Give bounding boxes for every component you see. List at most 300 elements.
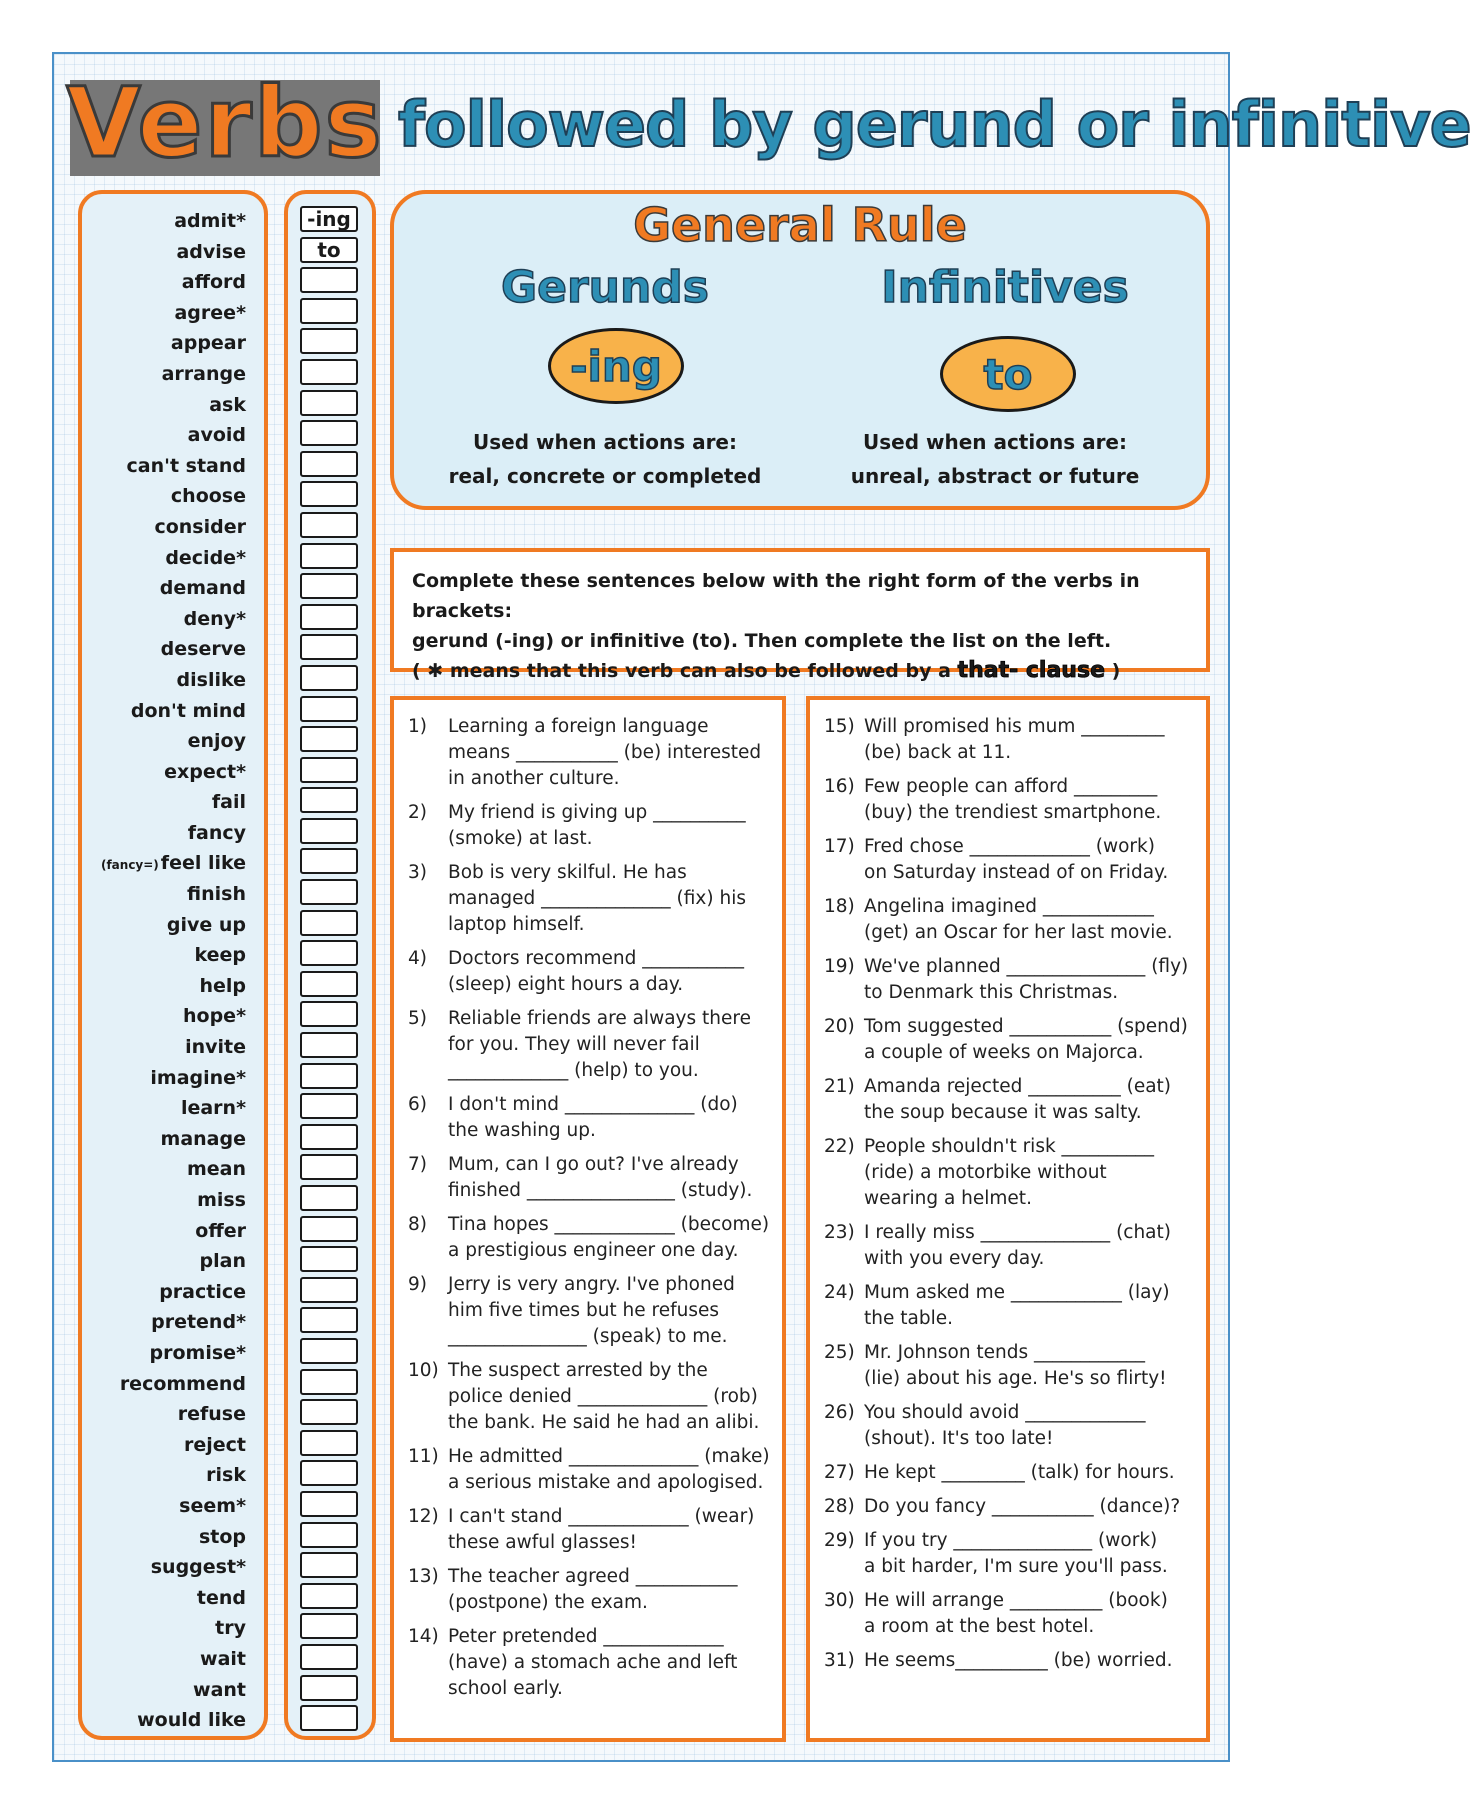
exercise-line: him five times but he refuses xyxy=(448,1300,720,1321)
verb-label: ask xyxy=(209,393,246,416)
answer-box[interactable] xyxy=(300,1277,358,1303)
exercise-line: a room at the best hotel. xyxy=(864,1616,1095,1637)
verb-item xyxy=(96,1246,246,1277)
answer-box[interactable] xyxy=(300,1307,358,1333)
verb-item xyxy=(96,267,246,298)
answer-box[interactable] xyxy=(300,390,358,416)
verb-item xyxy=(96,1154,246,1185)
verb-label: dislike xyxy=(176,668,246,691)
verb-label: arrange xyxy=(161,362,246,385)
verb-item xyxy=(96,1430,246,1461)
verb-label: suggest xyxy=(150,1556,237,1579)
title-verbs-block xyxy=(66,67,384,179)
exercise-item xyxy=(824,1340,1194,1392)
instructions-line3 xyxy=(412,656,1188,686)
answer-box[interactable] xyxy=(300,696,358,722)
answer-box[interactable] xyxy=(300,726,358,752)
verb-item xyxy=(96,1644,246,1675)
exercise-line: Mum, can I go out? I've already xyxy=(448,1154,739,1175)
answer-box[interactable] xyxy=(300,512,358,538)
title-main: Verbs xyxy=(66,67,384,179)
exercise-number: 30) xyxy=(824,1590,855,1611)
exercise-line: Mr. Johnson tends ____________ xyxy=(864,1342,1146,1363)
verb-label: afford xyxy=(181,271,246,294)
exercise-item xyxy=(824,1280,1194,1332)
answer-column xyxy=(300,206,358,1736)
exercise-number: 10) xyxy=(408,1360,439,1381)
answer-box[interactable] xyxy=(300,1552,358,1578)
infinitive-usage-line2: unreal, abstract or future xyxy=(850,464,1140,488)
exercise-line: _____________ (help) to you. xyxy=(448,1060,699,1081)
exercise-line: (ride) a motorbike without xyxy=(864,1162,1107,1183)
exercise-item xyxy=(824,1134,1194,1212)
exercise-item xyxy=(824,1460,1194,1486)
exercise-item xyxy=(408,1152,770,1204)
answer-box[interactable] xyxy=(300,879,358,905)
exercise-number: 9) xyxy=(408,1274,427,1295)
exercise-line: the washing up. xyxy=(448,1120,596,1141)
verb-star: * xyxy=(236,210,246,232)
exercise-number: 24) xyxy=(824,1282,855,1303)
verb-item xyxy=(96,1093,246,1124)
exercise-text xyxy=(864,1494,1194,1520)
verb-label: wait xyxy=(200,1647,246,1670)
verb-label: advise xyxy=(176,240,246,263)
exercise-text xyxy=(448,1358,770,1436)
verb-label: help xyxy=(199,974,246,997)
answer-box[interactable] xyxy=(300,1583,358,1609)
exercise-list-right xyxy=(824,714,1194,1682)
exercise-line: a serious mistake and apologised. xyxy=(448,1472,764,1493)
general-rule-title: General Rule xyxy=(633,198,967,252)
answer-box[interactable] xyxy=(300,1460,358,1486)
answer-box[interactable] xyxy=(300,634,358,660)
exercise-item xyxy=(824,954,1194,1006)
verb-list xyxy=(96,206,246,1736)
infinitive-usage-line1: Used when actions are: xyxy=(862,430,1127,454)
exercise-text xyxy=(864,714,1194,766)
verb-label: deny xyxy=(183,607,237,630)
exercise-line: police denied ______________ (rob) xyxy=(448,1386,758,1407)
answer-box[interactable] xyxy=(300,1185,358,1211)
exercise-line: (postpone) the exam. xyxy=(448,1592,648,1613)
exercise-line: (have) a stomach ache and left xyxy=(448,1652,738,1673)
answer-box[interactable] xyxy=(300,1032,358,1058)
verb-label: admit xyxy=(174,210,237,232)
verb-note: (fancy=) xyxy=(100,858,159,873)
exercise-text xyxy=(448,1212,770,1264)
answer-box[interactable]: -ing xyxy=(300,206,358,232)
verb-label: refuse xyxy=(177,1403,246,1426)
exercise-line: means ___________ (be) interested xyxy=(448,742,762,763)
verb-star: * xyxy=(236,1005,246,1028)
answer-box[interactable] xyxy=(300,1675,358,1701)
verb-item xyxy=(96,420,246,451)
exercise-item xyxy=(824,1014,1194,1066)
exercise-text xyxy=(864,834,1194,886)
exercise-line: the soup because it was salty. xyxy=(864,1102,1142,1123)
verb-item xyxy=(96,1460,246,1491)
verb-item xyxy=(96,1491,246,1522)
exercise-item xyxy=(408,1624,770,1702)
answer-box[interactable] xyxy=(300,359,358,385)
exercise-number: 1) xyxy=(408,716,427,737)
answer-box[interactable]: to xyxy=(300,237,358,263)
verb-label: don't mind xyxy=(130,699,246,722)
verb-star: * xyxy=(236,1556,246,1579)
answer-box[interactable] xyxy=(300,1093,358,1119)
verb-label: pretend xyxy=(151,1311,237,1334)
exercise-line: He kept _________ (talk) for hours. xyxy=(864,1462,1175,1483)
verb-item xyxy=(96,298,246,329)
exercise-line: to Denmark this Christmas. xyxy=(864,982,1119,1003)
exercise-item xyxy=(408,946,770,998)
exercise-item xyxy=(824,1494,1194,1520)
verb-item xyxy=(96,359,246,390)
exercise-number: 31) xyxy=(824,1650,855,1671)
verb-item xyxy=(96,543,246,574)
exercise-item xyxy=(824,1400,1194,1452)
verb-item xyxy=(96,665,246,696)
exercise-line: (sleep) eight hours a day. xyxy=(448,974,684,995)
answer-box[interactable] xyxy=(300,481,358,507)
title-subtitle: followed by gerund or infinitive xyxy=(398,88,1471,161)
exercise-item xyxy=(824,1528,1194,1580)
exercise-item xyxy=(824,1648,1194,1674)
verb-item xyxy=(96,390,246,421)
exercise-line: (shout). It's too late! xyxy=(864,1428,1054,1449)
answer-box[interactable] xyxy=(300,451,358,477)
verb-label: tend xyxy=(196,1586,246,1609)
verb-item xyxy=(96,1675,246,1706)
instructions-box xyxy=(390,548,1210,683)
exercise-line: Do you fancy ___________ (dance)? xyxy=(864,1496,1181,1517)
verb-item xyxy=(96,818,246,849)
exercise-line: If you try _______________ (work) xyxy=(864,1530,1158,1551)
answer-box[interactable] xyxy=(300,1124,358,1150)
verb-item xyxy=(96,1613,246,1644)
verb-item xyxy=(96,910,246,941)
exercise-line: a couple of weeks on Majorca. xyxy=(864,1042,1144,1063)
exercise-text xyxy=(448,1504,770,1556)
exercise-text xyxy=(448,1624,770,1702)
exercise-item xyxy=(824,1220,1194,1272)
answer-box[interactable] xyxy=(300,818,358,844)
gerund-bubble-text: -ing xyxy=(570,341,662,391)
verb-item xyxy=(96,1001,246,1032)
answer-box[interactable] xyxy=(300,665,358,691)
exercise-text xyxy=(448,1444,770,1496)
exercise-item xyxy=(824,894,1194,946)
answer-box[interactable] xyxy=(300,1613,358,1639)
verb-item xyxy=(96,604,246,635)
exercise-number: 3) xyxy=(408,862,427,883)
verb-item xyxy=(96,1277,246,1308)
verb-star: * xyxy=(236,1066,246,1089)
verb-label: practice xyxy=(159,1280,246,1303)
exercise-line: a prestigious engineer one day. xyxy=(448,1240,739,1261)
verb-item xyxy=(96,1338,246,1369)
exercise-line: He admitted ______________ (make) xyxy=(448,1446,770,1467)
verb-star: * xyxy=(236,1311,246,1334)
verb-item xyxy=(96,634,246,665)
answer-box[interactable] xyxy=(300,1338,358,1364)
verb-item xyxy=(96,971,246,1002)
exercise-text xyxy=(864,1134,1194,1212)
answer-box[interactable] xyxy=(300,1246,358,1272)
exercise-line: We've planned _______________ (fly) xyxy=(864,956,1189,977)
exercise-line: I really miss ______________ (chat) xyxy=(864,1222,1171,1243)
answer-box[interactable] xyxy=(300,1154,358,1180)
instructions-line2: gerund (-ing) or infinitive (to). Then complete the list on the left. xyxy=(412,630,1112,652)
verb-label: fancy xyxy=(187,821,246,844)
answer-box[interactable] xyxy=(300,543,358,569)
verb-item xyxy=(96,940,246,971)
exercise-line: Will promised his mum _________ xyxy=(864,716,1165,737)
exercise-text xyxy=(448,1564,770,1616)
exercise-text xyxy=(864,1340,1194,1392)
verb-star: * xyxy=(236,301,246,324)
verb-label: stop xyxy=(198,1525,246,1548)
exercise-number: 25) xyxy=(824,1342,855,1363)
verb-star: * xyxy=(236,607,246,630)
exercise-text xyxy=(864,1014,1194,1066)
exercise-list-left xyxy=(408,714,770,1710)
exercise-line: The suspect arrested by the xyxy=(448,1360,708,1381)
verb-label: would like xyxy=(137,1709,246,1732)
exercise-text xyxy=(448,1006,770,1084)
verb-item xyxy=(96,1583,246,1614)
exercise-number: 19) xyxy=(824,956,855,977)
infinitive-bubble-text: to xyxy=(983,349,1033,399)
exercise-line: Few people can afford _________ xyxy=(864,776,1158,797)
exercise-number: 21) xyxy=(824,1076,855,1097)
verb-label: enjoy xyxy=(187,730,246,753)
answer-box[interactable] xyxy=(300,910,358,936)
exercise-item xyxy=(408,1358,770,1436)
exercise-line: He will arrange __________ (book) xyxy=(864,1590,1168,1611)
verb-item xyxy=(96,757,246,788)
verb-item xyxy=(96,1522,246,1553)
verb-item xyxy=(96,1032,246,1063)
verb-label: agree xyxy=(174,301,237,324)
verb-label: reject xyxy=(183,1433,246,1456)
instructions-line3-pre: ( ✱ means that this verb can also be followed by a xyxy=(412,660,958,682)
answer-box[interactable] xyxy=(300,298,358,324)
answer-box[interactable] xyxy=(300,971,358,997)
verb-label: plan xyxy=(199,1250,246,1273)
exercise-text xyxy=(448,1152,770,1204)
verb-label: consider xyxy=(154,515,246,538)
instructions-line1: Complete these sentences below with the right form of the verbs in brackets: xyxy=(412,570,1140,622)
exercise-item xyxy=(408,1212,770,1264)
gerund-usage xyxy=(425,425,785,493)
exercise-line: Learning a foreign language xyxy=(448,716,709,737)
answer-box[interactable] xyxy=(300,848,358,874)
answer-box[interactable] xyxy=(300,1644,358,1670)
exercise-text xyxy=(448,946,770,998)
verb-item xyxy=(96,1369,246,1400)
exercise-line: The teacher agreed ___________ xyxy=(448,1566,738,1587)
answer-box[interactable] xyxy=(300,328,358,354)
answer-box[interactable] xyxy=(300,604,358,630)
verb-label: decide xyxy=(165,546,237,569)
exercise-line: (smoke) at last. xyxy=(448,828,593,849)
answer-box[interactable] xyxy=(300,1369,358,1395)
exercise-number: 14) xyxy=(408,1626,439,1647)
exercise-line: Fred chose _____________ (work) xyxy=(864,836,1155,857)
verb-label: miss xyxy=(197,1189,246,1211)
verb-label: expect xyxy=(164,760,237,783)
verb-label: deserve xyxy=(160,638,246,661)
exercise-line: these awful glasses! xyxy=(448,1532,637,1553)
exercise-line: I don't mind ______________ (do) xyxy=(448,1094,738,1115)
exercise-text xyxy=(864,774,1194,826)
exercise-number: 20) xyxy=(824,1016,855,1037)
answer-box[interactable] xyxy=(300,1491,358,1517)
exercise-text xyxy=(448,800,770,852)
answer-box[interactable] xyxy=(300,267,358,293)
verb-label: keep xyxy=(194,944,246,967)
exercise-line: finished ________________ (study). xyxy=(448,1180,753,1201)
exercise-line: Peter pretended _____________ xyxy=(448,1626,724,1647)
exercise-number: 7) xyxy=(408,1154,427,1175)
verb-label: can't stand xyxy=(126,454,246,477)
exercise-text xyxy=(448,714,770,792)
exercise-text xyxy=(864,1588,1194,1640)
exercise-item xyxy=(408,1272,770,1350)
exercise-number: 18) xyxy=(824,896,855,917)
answer-box[interactable] xyxy=(300,1399,358,1425)
exercise-line: You should avoid _____________ xyxy=(864,1402,1146,1423)
exercise-text xyxy=(864,1648,1194,1674)
exercise-number: 26) xyxy=(824,1402,855,1423)
exercise-text xyxy=(448,1272,770,1350)
answer-box[interactable] xyxy=(300,1522,358,1548)
verb-label: invite xyxy=(185,1036,246,1059)
answer-box[interactable] xyxy=(300,787,358,813)
exercise-text xyxy=(864,954,1194,1006)
verb-label: give up xyxy=(166,913,246,936)
exercise-text xyxy=(864,1400,1194,1452)
verb-item xyxy=(96,1185,246,1216)
exercise-item xyxy=(408,1092,770,1144)
verb-item xyxy=(96,481,246,512)
infinitives-heading: Infinitives xyxy=(881,262,1129,313)
verb-item xyxy=(96,451,246,482)
exercise-text xyxy=(448,1092,770,1144)
exercise-number: 16) xyxy=(824,776,855,797)
verb-label: promise xyxy=(149,1341,237,1364)
exercise-line: I can't stand _____________ (wear) xyxy=(448,1506,755,1527)
exercise-item xyxy=(408,1564,770,1616)
verb-item xyxy=(96,848,246,879)
exercise-line: school early. xyxy=(448,1678,563,1699)
answer-box[interactable] xyxy=(300,420,358,446)
verb-label: appear xyxy=(170,332,246,355)
gerund-speech-bubble xyxy=(548,328,684,404)
exercise-line: People shouldn't risk __________ xyxy=(864,1136,1155,1157)
verb-item xyxy=(96,1307,246,1338)
verb-item xyxy=(96,237,246,268)
verb-item xyxy=(96,328,246,359)
exercise-item xyxy=(824,774,1194,826)
answer-box[interactable] xyxy=(300,940,358,966)
infinitive-speech-bubble xyxy=(940,336,1076,412)
exercise-number: 22) xyxy=(824,1136,855,1157)
exercise-number: 11) xyxy=(408,1446,439,1467)
verb-label: offer xyxy=(195,1219,246,1242)
answer-box[interactable] xyxy=(300,1430,358,1456)
verb-item xyxy=(96,512,246,543)
exercise-line: managed ______________ (fix) his xyxy=(448,888,746,909)
exercise-line: Doctors recommend ___________ xyxy=(448,948,745,969)
exercise-number: 5) xyxy=(408,1008,427,1029)
answer-box[interactable] xyxy=(300,573,358,599)
verb-star: * xyxy=(236,1341,246,1364)
verb-label: feel like xyxy=(160,852,246,875)
exercise-line: (get) an Oscar for her last movie. xyxy=(864,922,1173,943)
verb-label: finish xyxy=(187,883,246,906)
exercise-line: Reliable friends are always there xyxy=(448,1008,751,1029)
exercise-number: 17) xyxy=(824,836,855,857)
exercise-text xyxy=(864,1460,1194,1486)
exercise-line: Amanda rejected __________ (eat) xyxy=(864,1076,1172,1097)
exercise-text xyxy=(448,860,770,938)
answer-box[interactable] xyxy=(300,1001,358,1027)
exercise-line: the bank. He said he had an alibi. xyxy=(448,1412,760,1433)
exercise-number: 6) xyxy=(408,1094,427,1115)
verb-label: hope xyxy=(182,1005,237,1028)
verb-label: manage xyxy=(160,1127,246,1150)
answer-box[interactable] xyxy=(300,1063,358,1089)
verb-label: learn xyxy=(180,1097,237,1120)
gerund-usage-line1: Used when actions are: xyxy=(472,430,737,454)
exercise-line: on Saturday instead of on Friday. xyxy=(864,862,1169,883)
exercise-line: Tom suggested ___________ (spend) xyxy=(864,1016,1188,1037)
exercise-item xyxy=(824,1074,1194,1126)
exercise-line: wearing a helmet. xyxy=(864,1188,1032,1209)
exercise-line: laptop himself. xyxy=(448,914,585,935)
exercise-item xyxy=(824,1588,1194,1640)
answer-box[interactable] xyxy=(300,1705,358,1731)
verb-star: * xyxy=(236,1097,246,1120)
exercise-line: My friend is giving up __________ xyxy=(448,802,746,823)
exercise-number: 27) xyxy=(824,1462,855,1483)
exercise-line: Angelina imagined ____________ xyxy=(864,896,1154,917)
that-clause-label: that- clause xyxy=(957,658,1105,683)
verb-item xyxy=(96,1216,246,1247)
exercise-number: 29) xyxy=(824,1530,855,1551)
verb-label: seem xyxy=(179,1494,237,1517)
gerund-usage-line2: real, concrete or completed xyxy=(448,464,762,488)
exercise-item xyxy=(408,860,770,938)
verb-label: demand xyxy=(159,577,246,600)
exercise-text xyxy=(864,1074,1194,1126)
verb-item xyxy=(96,787,246,818)
verb-star: * xyxy=(236,546,246,569)
infinitive-usage xyxy=(815,425,1175,493)
answer-box[interactable] xyxy=(300,757,358,783)
gerunds-heading: Gerunds xyxy=(501,262,709,313)
exercise-line: (be) back at 11. xyxy=(864,742,1012,763)
verb-item xyxy=(96,696,246,727)
verb-item xyxy=(96,1063,246,1094)
exercise-line: a bit harder, I'm sure you'll pass. xyxy=(864,1556,1168,1577)
answer-box[interactable] xyxy=(300,1216,358,1242)
exercise-number: 15) xyxy=(824,716,855,737)
exercise-number: 8) xyxy=(408,1214,427,1235)
